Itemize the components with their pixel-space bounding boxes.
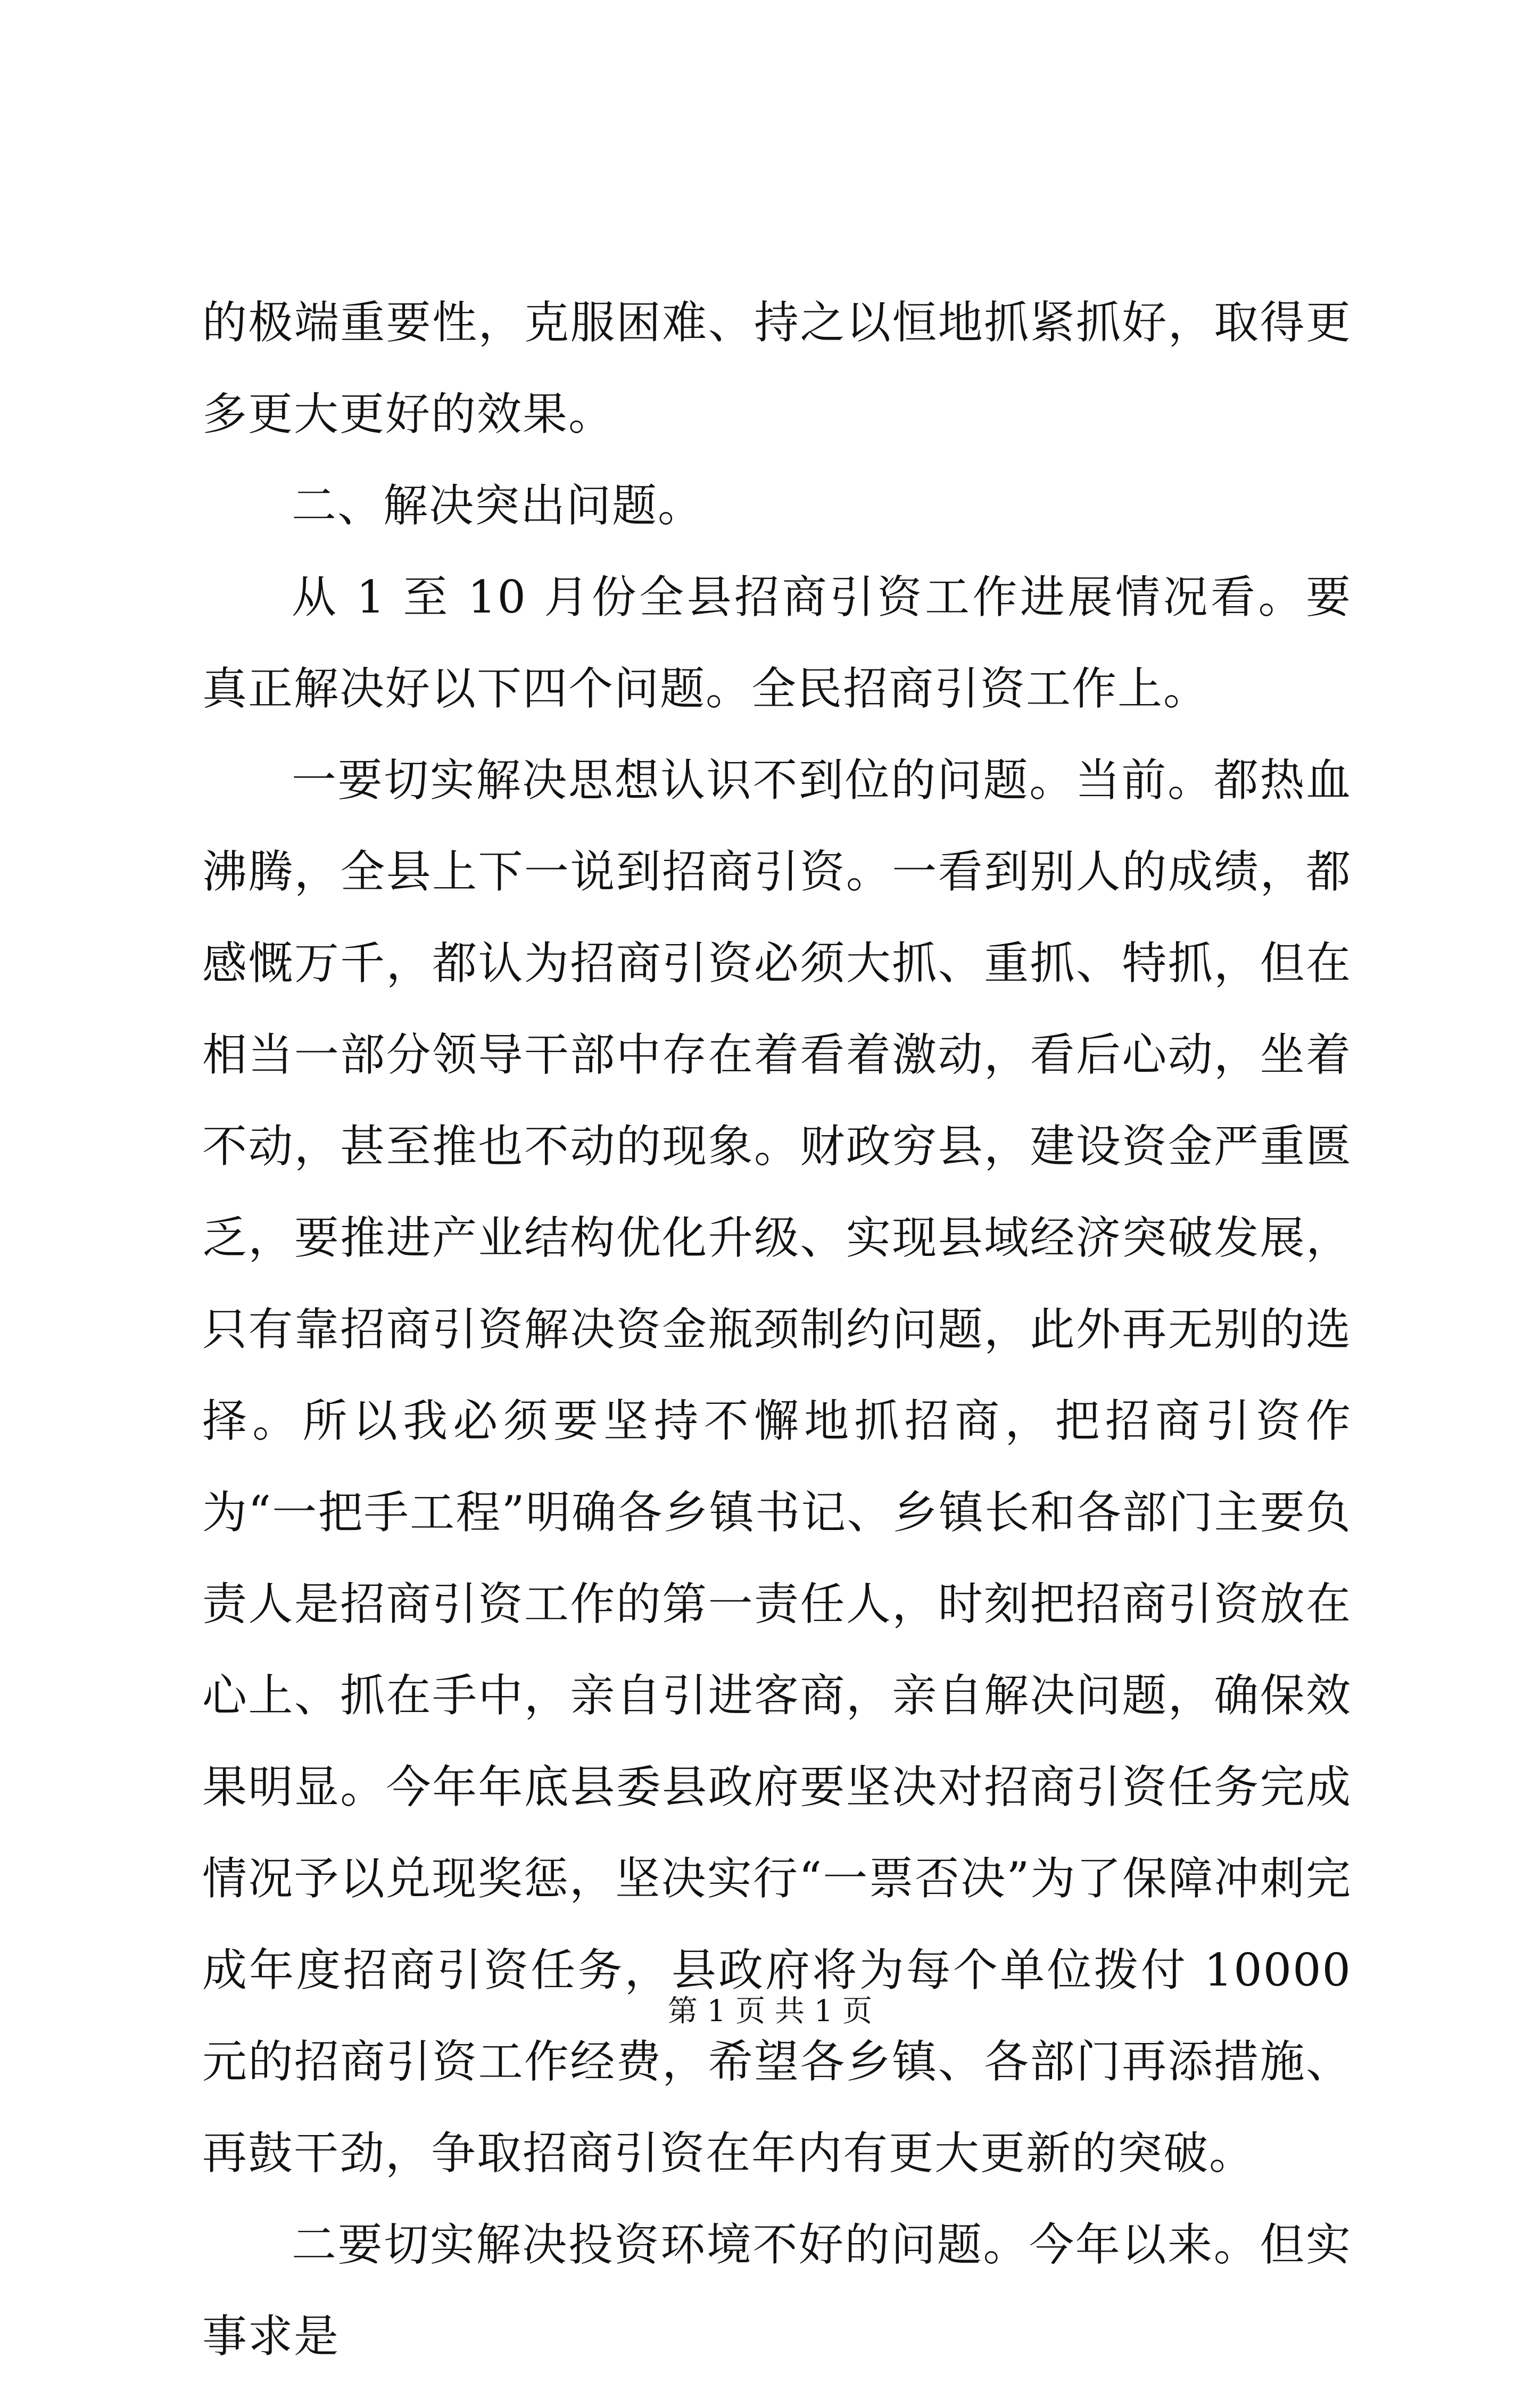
document-body: [202, 277, 1352, 2382]
paragraph-first-issue: 一要切实解决思想认识不到位的问题。当前。都热血沸腾，全县上下一说到招商引资。一看到别人的成绩，都感慨万千，都认为招商引资必须大抓、重抓、特抓，但在相当一部分领导干部中存在着看着激动，看后心动，坐着不动，甚至推也不动的现象。财政穷县，建设资金严重匮乏，要推进产业结构优化升级、实现县域经济突破发展，只有靠招商引资解决资金瓶颈制约问题，此外再无别的选择。所以我必须要坚持不懈地抓招商，把招商引资作为“一把手工程”明确各乡镇书记、乡镇长和各部门主要负责人是招商引资工作的第一责任人，时刻把招商引资放在心上、抓在手中，亲自引进客商，亲自解决问题，确保效果明显。今年年底县委县政府要坚决对招商引资任务完成情况予以兑现奖惩，坚决实行“一票否决”为了保障冲刺完成年度招商引资任务，县政府将为每个单位拨付 10000 元的招商引资工作经费，希望各乡镇、各部门再添措施、再鼓干劲，争取招商引资在年内有更大更新的突破。: [202, 754, 1352, 2179]
page-footer: 第 1 页 共 1 页: [667, 1994, 873, 2029]
paragraph-continuation: 的极端重要性，克服困难、持之以恒地抓紧抓好，取得更多更大更好的效果。: [202, 296, 1352, 440]
section-heading: 二、解决突出问题。: [292, 479, 704, 532]
paragraph-overview: 从 1 至 10 月份全县招商引资工作进展情况看。要真正解决好以下四个问题。全民招商引资工作上。: [202, 571, 1352, 715]
paragraph-second-issue: 二要切实解决投资环境不好的问题。今年以来。但实事求是: [202, 2219, 1352, 2362]
